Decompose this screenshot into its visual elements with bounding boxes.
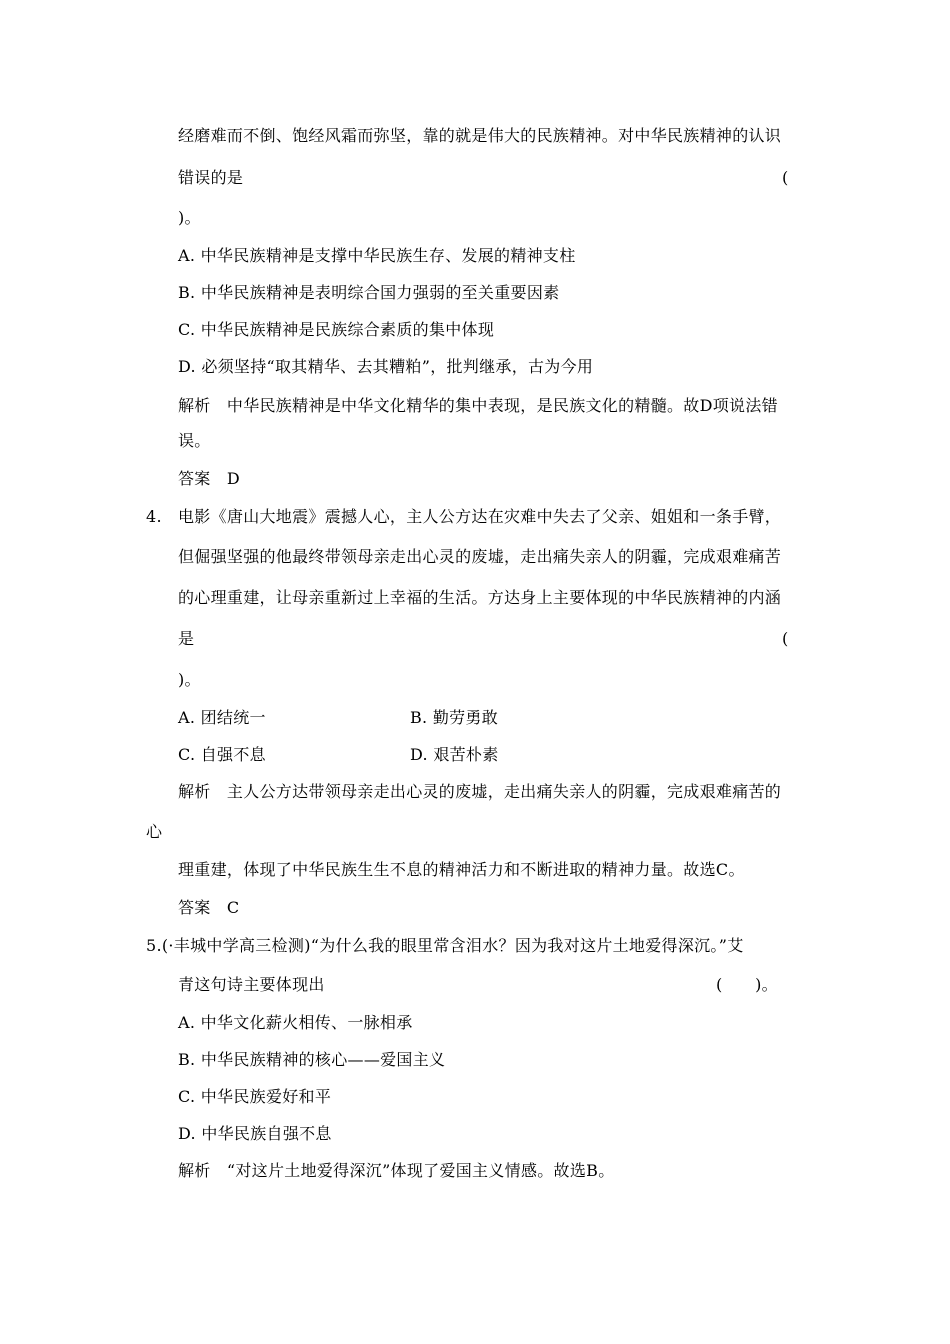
q5-stem-line-2: 青这句诗主要体现出 — [178, 975, 325, 994]
q4-option-a: A. 团结统一 — [178, 708, 266, 727]
q4-answer-paren-close: )。 — [178, 670, 201, 689]
q3-answer-paren-close: )。 — [178, 208, 201, 227]
q5-answer-paren: ( )。 — [716, 975, 778, 994]
q4-answer-paren-open: ( — [782, 629, 789, 648]
q4-option-d: D. 艰苦朴素 — [410, 745, 499, 764]
q4-stem-line-3: 的心理重建，让母亲重新过上幸福的生活。方达身上主要体现的中华民族精神的内涵 — [178, 588, 782, 607]
q4-stem-line-4: 是 — [178, 629, 195, 648]
q4-analysis-line-3: 理重建，体现了中华民族生生不息的精神活力和不断进取的精神力量。故选C。 — [178, 860, 745, 879]
q3-option-b: B. 中华民族精神是表明综合国力强弱的至关重要因素 — [178, 283, 560, 302]
q3-option-d: D. 必须坚持“取其精华、去其糟粕”，批判继承，古为今用 — [178, 357, 594, 376]
q5-option-c: C. 中华民族爱好和平 — [178, 1087, 332, 1106]
q5-stem-line-1: 5.(·丰城中学高三检测)“为什么我的眼里常含泪水？因为我对这片土地爱得深沉。”艾 — [146, 936, 744, 955]
q5-option-b: B. 中华民族精神的核心——爱国主义 — [178, 1050, 446, 1069]
q4-option-c: C. 自强不息 — [178, 745, 266, 764]
q3-option-a: A. 中华民族精神是支撑中华民族生存、发展的精神支柱 — [178, 246, 576, 265]
q3-analysis-line-2: 误。 — [178, 431, 211, 450]
q3-analysis-line-1: 解析 中华民族精神是中华文化精华的集中表现，是民族文化的精髓。故D项说法错 — [178, 396, 778, 415]
q3-stem-line-2: 错误的是 — [178, 168, 244, 187]
q5-analysis: 解析 “对这片土地爱得深沉”体现了爱国主义情感。故选B。 — [178, 1161, 615, 1180]
q4-analysis-line-2: 心 — [146, 822, 163, 841]
q4-analysis-line-1: 解析 主人公方达带领母亲走出心灵的废墟，走出痛失亲人的阴霾，完成艰难痛苦的 — [178, 782, 782, 801]
q4-stem-line-2: 但倔强坚强的他最终带领母亲走出心灵的废墟，走出痛失亲人的阴霾，完成艰难痛苦 — [178, 547, 782, 566]
q4-stem-line-1: 电影《唐山大地震》震撼人心，主人公方达在灾难中失去了父亲、姐姐和一条手臂， — [178, 507, 782, 526]
q3-answer-paren-open: ( — [782, 168, 789, 187]
q4-option-b: B. 勤劳勇敢 — [410, 708, 499, 727]
q4-answer: 答案 C — [178, 898, 240, 917]
q3-answer: 答案 D — [178, 469, 241, 488]
q3-stem-line-1: 经磨难而不倒、饱经风霜而弥坚，靠的就是伟大的民族精神。对中华民族精神的认识 — [178, 126, 782, 145]
q4-number: 4. — [146, 507, 162, 526]
q5-option-d: D. 中华民族自强不息 — [178, 1124, 332, 1143]
q5-option-a: A. 中华文化薪火相传、一脉相承 — [178, 1013, 413, 1032]
q3-option-c: C. 中华民族精神是民族综合素质的集中体现 — [178, 320, 495, 339]
